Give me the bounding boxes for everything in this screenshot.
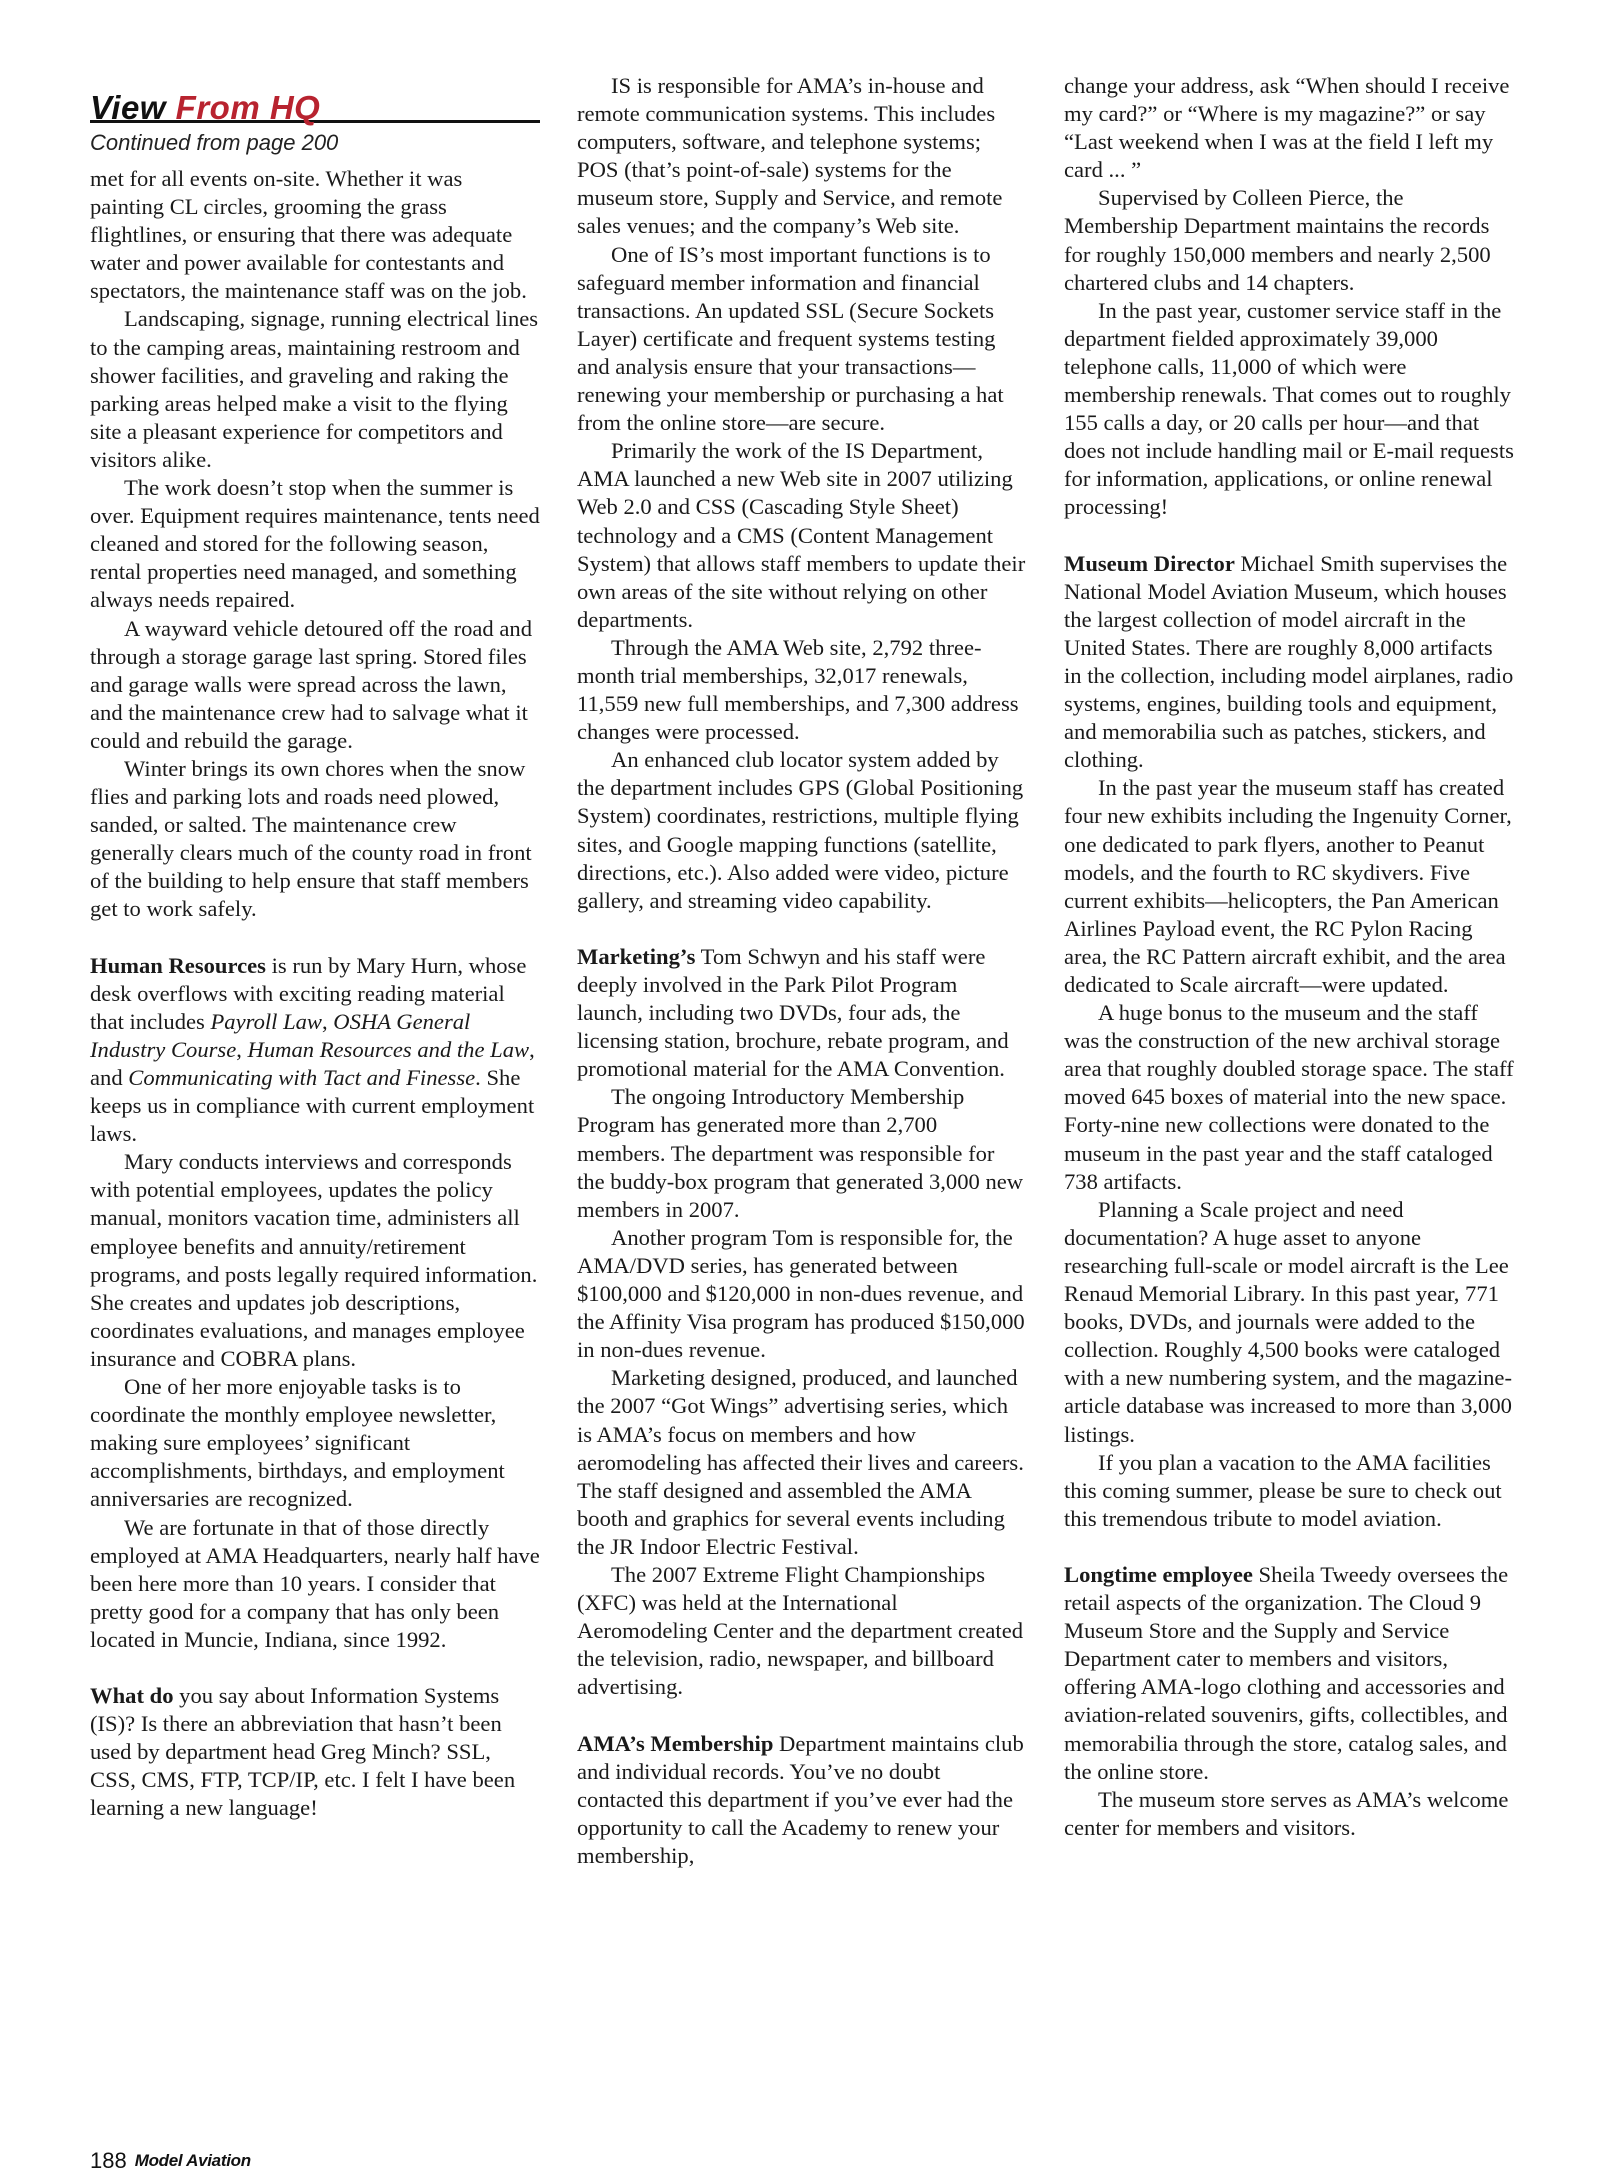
paragraph: If you plan a vacation to the AMA facilities this coming summer, please be sure to check out this tremendous tribute to model aviation. (1064, 1449, 1502, 1531)
paragraph: met for all events on-site. Whether it was painting CL circles, grooming the grass flightlines, or ensuring that there was adequate water and power available for contestants and spectators, the maintenance staff was on the job. (90, 166, 527, 304)
information-systems-paragraph: What do you say about Information Systems (IS)? Is there an abbreviation that hasn’t been used by department head Greg Minch? SSL, CSS, CMS, FTP, TCP/IP, etc. I felt I have been learning a new language! (90, 1683, 516, 1821)
subhead-lead: Longtime employee (1064, 1561, 1253, 1587)
paragraph: Through the AMA Web site, 2,792 three-month trial memberships, 32,017 renewals, 11,559 new full memberships, and 7,300 address changes were processed. (577, 634, 1019, 745)
museum-paragraph: Museum Director Michael Smith supervises the National Model Aviation Museum, which houses the largest collection of model aircraft in the United States. There are roughly 8,000 artifacts in the collection, including model airplanes, radio systems, engines, building tools and equipment, and memorabilia such as patches, stickers, and clothing. (1064, 550, 1514, 773)
magazine-logo: Model Aviation (134, 2151, 251, 2170)
subhead-lead: Marketing’s (577, 943, 696, 969)
membership-paragraph: AMA’s Membership Department maintains club and individual records. You’ve no doubt contacted this department if you’ve ever had the opportunity to call the Academy to renew your membership, (577, 1730, 1024, 1868)
paragraph: Planning a Scale project and need documentation? A huge asset to anyone researching full-scale or model aircraft is the Lee Renaud Memorial Library. In this past year, 771 books, DVDs, and journals were added to the collection. Roughly 4,500 books were cataloged with a new numbering system, and the magazine-article database was increased to more than 3,000 listings. (1064, 1196, 1512, 1447)
page-footer (90, 2148, 251, 2176)
paragraph: A wayward vehicle detoured off the road and through a storage garage last spring. Stored files and garage walls were spread across the lawn, and the maintenance crew had to salvage what it could and rebuild the garage. (90, 615, 532, 753)
paragraph: One of IS’s most important functions is to safeguard member information and financial transactions. An updated SSL (Secure Sockets Layer) certificate and frequent systems testing and analysis ensure that your transactions—renewing your membership or purchasing a hat from the online store—are secure. (577, 241, 1004, 436)
subhead-lead: AMA’s Membership (577, 1730, 774, 1756)
paragraph: Winter brings its own chores when the snow flies and parking lots and roads need plowed, sanded, or salted. The maintenance crew generally clears much of the county road in front of the building to help ensure that staff members get to work safely. (90, 755, 532, 922)
column-3 (1064, 72, 1514, 1842)
paragraph: We are fortunate in that of those directly employed at AMA Headquarters, nearly half have been here more than 10 years. I consider that pretty good for a company that has only been located in Muncie, Indiana, since 1992. (90, 1514, 540, 1652)
book-title: OSHA General Industry Course (90, 1008, 471, 1062)
paragraph: Another program Tom is responsible for, the AMA/DVD series, has generated between $100,000 and $120,000 in non-dues revenue, and the Affinity Visa program has produced $150,000 in non-dues revenue. (577, 1224, 1025, 1363)
subhead-lead: What do (90, 1683, 174, 1709)
column-1 (90, 74, 540, 1823)
paragraph: Supervised by Colleen Pierce, the Membership Department maintains the records for roughly 150,000 members and nearly 2,500 chartered clubs and 14 chapters. (1064, 185, 1491, 295)
paragraph: Primarily the work of the IS Department, AMA launched a new Web site in 2007 utilizing Web 2.0 and CSS (Cascading Style Sheet) technology and a CMS (Content Management System) that allows staff members to update their own areas of the site without relying on other departments. (577, 438, 1026, 632)
paragraph: IS is responsible for AMA’s in-house and remote communication systems. This includes computers, software, and telephone systems; POS (that’s point-of-sale) systems for the museum store, Supply and Service, and remote sales venues; and the company’s Web site. (577, 73, 1003, 239)
marketing-paragraph: Marketing’s Tom Schwyn and his staff were deeply involved in the Park Pilot Program launch, including two DVDs, four ads, the licensing station, brochure, rebate program, and promotional material for the AMA Convention. (577, 943, 1009, 1082)
paragraph: An enhanced club locator system added by the department includes GPS (Global Positioning System) coordinates, restrictions, multiple flying sites, and Google mapping functions (satellite, directions, etc.). Also added were video, picture gallery, and streaming video capability. (577, 747, 1024, 913)
paragraph: The work doesn’t stop when the summer is over. Equipment requires maintenance, tents need cleaned and stored for the following season, rental properties need managed, and something always needs repaired. (90, 475, 540, 613)
longtime-employee-paragraph: Longtime employee Sheila Tweedy oversees the retail aspects of the organization. The Cloud 9 Museum Store and the Supply and Service Department cater to members and visitors, offering AMA-logo clothing and accessories and aviation-related souvenirs, gifts, collectibles, and memorabilia through the store, catalog sales, and the online store. (1064, 1561, 1509, 1784)
page-number: 188 (90, 2148, 127, 2173)
column-2 (577, 72, 1027, 1870)
book-title: Human Resources and the Law (247, 1036, 530, 1062)
book-title: Communicating with Tact and Finesse (128, 1065, 476, 1090)
paragraph: Landscaping, signage, running electrical lines to the camping areas, maintaining restroom and shower facilities, and graveling and raking the parking areas helped make a visit to the flying site a pleasant experience for competitors and visitors alike. (90, 306, 539, 472)
paragraph: One of her more enjoyable tasks is to coordinate the monthly employee newsletter, making sure employees’ significant accomplishments, birthdays, and employment anniversaries are recognized. (90, 1374, 505, 1512)
section-title: View From HQ (90, 88, 321, 126)
paragraph: The museum store serves as AMA’s welcome center for members and visitors. (1064, 1786, 1509, 1840)
paragraph: Marketing designed, produced, and launched the 2007 “Got Wings” advertising series, which is AMA’s focus on members and how aeromodeling has affected their lives and careers. The staff designed and assembled the AMA booth and graphics for several events including the JR Indoor Electric Festival. (577, 1365, 1024, 1559)
paragraph: The 2007 Extreme Flight Championships (XFC) was held at the International Aeromodeling Center and the department created the television, radio, newspaper, and billboard advertising. (577, 1561, 1024, 1700)
paragraph: In the past year the museum staff has created four new exhibits including the Ingenuity Corner, one dedicated to park flyers, another to Peanut models, and the fourth to RC skydivers. Five current exhibits—helicopters, the Pan American Airlines Payload event, the RC Pylon Racing area, the RC Pattern aircraft exhibit, and the area dedicated to Scale aircraft—were updated. (1064, 775, 1512, 997)
subhead-lead: Museum Director (1064, 550, 1235, 576)
paragraph: The ongoing Introductory Membership Program has generated more than 2,700 members. The department was responsible for the buddy-box program that generated 3,000 new members in 2007. (577, 1084, 1024, 1222)
paragraph: In the past year, customer service staff in the department fielded approximately 39,000 telephone calls, 11,000 of which were membership renewals. That comes out to roughly 155 calls a day, or 20 calls per hour—and that does not include handling mail or E-mail requests for information, applications, or online renewal processing! (1064, 297, 1514, 520)
continued-note: Continued from page 200 (90, 130, 339, 155)
book-title: Payroll Law (210, 1008, 322, 1034)
paragraph: Mary conducts interviews and corresponds with potential employees, updates the policy manual, monitors vacation time, administers all employee benefits and annuity/retirement programs, and posts legally required information. She creates and updates job descriptions, coordinates evaluations, and manages employee insurance and COBRA plans. (90, 1149, 538, 1371)
paragraph: change your address, ask “When should I receive my card?” or “Where is my magazine?” or say “Last weekend when I was at the field I left my card ... ” (1064, 73, 1510, 183)
section-header (90, 74, 540, 126)
subhead-lead: Human Resources (90, 952, 266, 978)
paragraph: A huge bonus to the museum and the staff was the construction of the new archival storage area that roughly doubled storage space. The staff moved 645 boxes of material into the new space. Forty-nine new collections were donated to the museum in the past year and the staff cataloged 738 artifacts. (1064, 1000, 1514, 1194)
human-resources-paragraph: Human Resources is run by Mary Hurn, whose desk overflows with exciting reading material that includes Payroll Law, OSHA General Industry Course, Human Resources and the Law, and Communicating with Tact and Finesse. She keeps us in compliance with current employment laws. (90, 952, 535, 1147)
